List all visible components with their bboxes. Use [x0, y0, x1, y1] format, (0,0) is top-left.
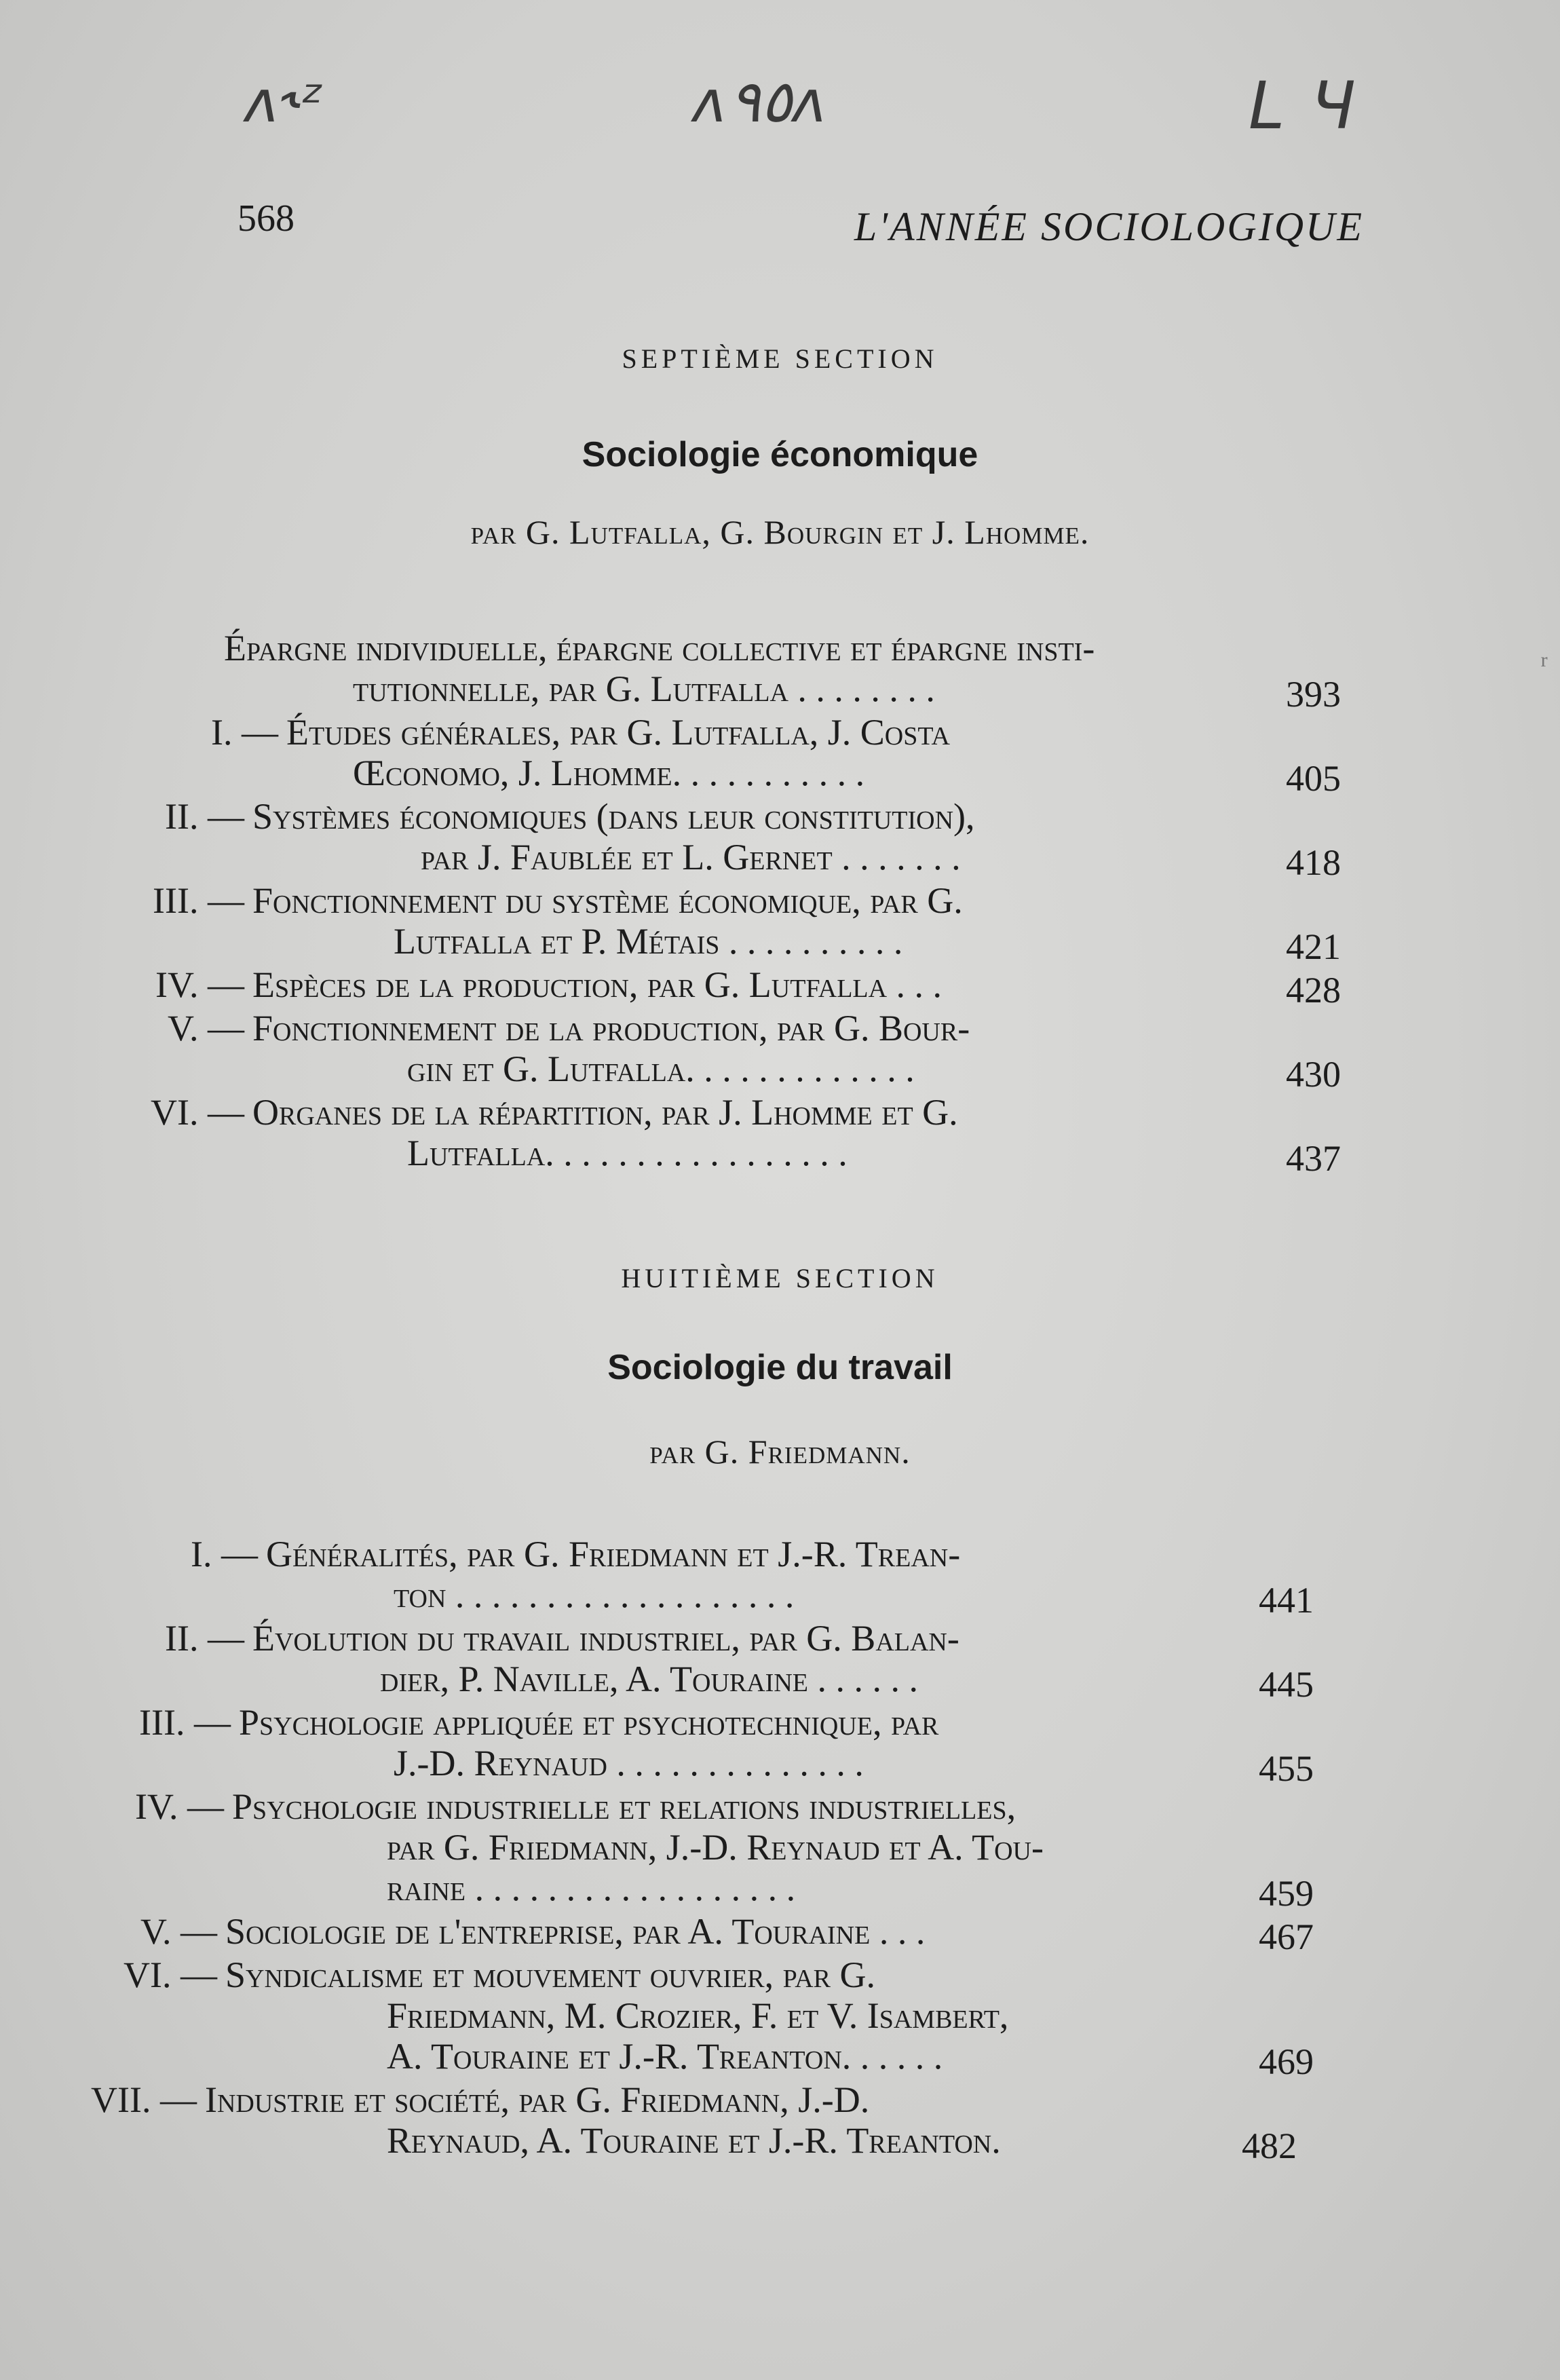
toc-entry-title: VI. — Organes de la répartition, par J. Lhomme et G. [88, 1092, 958, 1133]
toc-entry-number: V. — [140, 1911, 217, 1952]
toc-page-number: 459 [1259, 1873, 1314, 1914]
toc-entry-continuation: raine . . . . . . . . . . . . . . . . . . [387, 1868, 796, 1908]
toc-entry-number: IV. — [134, 1786, 224, 1827]
toc-entry-title: III. — Psychologie appliquée et psychotechnique, par [75, 1702, 938, 1743]
toc-entry-title: I. — Études générales, par G. Lutfalla, J. Costa [122, 712, 950, 753]
toc-entry-continuation: Friedmann, M. Crozier, F. et V. Isambert, [387, 1995, 1009, 2036]
toc-entry-continuation: Œconomo, J. Lhomme. . . . . . . . . . . [353, 753, 865, 793]
toc-entry-number: III. — [153, 880, 244, 921]
toc-page-number: 469 [1259, 2041, 1314, 2082]
toc-entry-number: IV. — [155, 964, 244, 1005]
toc-entry-number: II. — [165, 1618, 244, 1659]
toc-entry-title: II. — Systèmes économiques (dans leur constitution), [88, 796, 975, 837]
handwritten-mark-right: L Ч [1249, 68, 1358, 144]
toc-entry-number: III. — [139, 1702, 231, 1743]
toc-entry-number: I. — [191, 1534, 258, 1574]
toc-entry-number: V. — [167, 1008, 244, 1049]
toc-page-number: 437 [1286, 1138, 1341, 1179]
toc-entry-title: IV. — Psychologie industrielle et relations industrielles, [68, 1786, 1016, 1827]
toc-page-number: 405 [1286, 758, 1341, 799]
toc-page-number: 455 [1259, 1748, 1314, 1789]
section-title-8: Sociologie du travail [607, 1348, 953, 1387]
toc-entry-continuation: A. Touraine et J.-R. Treanton. . . . . . [387, 2036, 943, 2077]
section-title-7: Sociologie économique [582, 435, 978, 474]
handwritten-mark-center: ᴧ٩٥ᴧ [692, 68, 830, 136]
section-label-8: HUITIÈME SECTION [621, 1263, 939, 1293]
toc-entry-number: VI. — [151, 1092, 244, 1133]
edge-mark: ʳ [1540, 645, 1548, 683]
toc-page-number: 428 [1286, 970, 1341, 1010]
toc-entry-title: Épargne individuelle, épargne collective et épargne insti- [224, 628, 1095, 668]
toc-entry-continuation: Reynaud, A. Touraine et J.-R. Treanton. [387, 2120, 1001, 2161]
toc-entry-number: VI. — [123, 1954, 217, 1995]
toc-page-number: 482 [1242, 2126, 1297, 2166]
toc-entry-title: VII. — Industrie et société, par G. Friedmann, J.-D. [41, 2079, 869, 2120]
toc-entry-continuation: tutionnelle, par G. Lutfalla . . . . . . . . [353, 668, 935, 709]
page-number: 568 [237, 197, 294, 240]
toc-entry-continuation: gin et G. Lutfalla. . . . . . . . . . . . . [407, 1049, 915, 1089]
toc-entry-number: II. — [165, 796, 244, 837]
toc-entry-title: VI. — Syndicalisme et mouvement ouvrier, par G. [61, 1954, 875, 1995]
toc-page-number: 418 [1286, 842, 1341, 883]
journal-title: L'ANNÉE SOCIOLOGIQUE [854, 204, 1364, 249]
toc-entry-number: VII. — [91, 2079, 197, 2120]
toc-entry-continuation: Lutfalla et P. Métais . . . . . . . . . . [394, 921, 903, 962]
toc-entry-title: I. — Généralités, par G. Friedmann et J.-R. Trean- [102, 1534, 960, 1574]
toc-entry-continuation: Lutfalla. . . . . . . . . . . . . . . . . [407, 1133, 848, 1173]
toc-entry-continuation: ton . . . . . . . . . . . . . . . . . . . [394, 1574, 795, 1615]
toc-page-number: 421 [1286, 926, 1341, 967]
section-label-7: SEPTIÈME SECTION [622, 343, 938, 374]
toc-page-number: 445 [1259, 1664, 1314, 1705]
toc-entry-title: IV. — Espèces de la production, par G. Lutfalla . . . [88, 964, 942, 1005]
toc-entry-continuation: par J. Faublée et L. Gernet . . . . . . . [421, 837, 961, 877]
toc-page-number: 441 [1259, 1580, 1314, 1621]
toc-entry-title: V. — Fonctionnement de la production, par G. Bour- [88, 1008, 970, 1049]
section-authors-7: par G. Lutfalla, G. Bourgin et J. Lhomme. [470, 513, 1090, 551]
toc-entry-continuation: par G. Friedmann, J.-D. Reynaud et A. Tou- [387, 1827, 1044, 1868]
toc-page-number: 393 [1286, 674, 1341, 715]
toc-entry-continuation: J.-D. Reynaud . . . . . . . . . . . . . . [394, 1743, 864, 1783]
toc-page-number: 430 [1286, 1054, 1341, 1095]
toc-page-number: 467 [1259, 1916, 1314, 1957]
toc-entry-number: I. — [211, 712, 278, 753]
toc-entry-title: III. — Fonctionnement du système économique, par G. [88, 880, 963, 921]
section-authors-8: par G. Friedmann. [649, 1433, 911, 1471]
running-head [237, 197, 1364, 258]
toc-entry-title: V. — Sociologie de l'entreprise, par A. Touraine . . . [61, 1911, 925, 1952]
toc-entry-continuation: dier, P. Naville, A. Touraine . . . . . . [380, 1659, 918, 1699]
toc-entry-title: II. — Évolution du travail industriel, par G. Balan- [88, 1618, 959, 1659]
handwritten-mark-left: ᴧ˞ᶻ [244, 68, 327, 136]
